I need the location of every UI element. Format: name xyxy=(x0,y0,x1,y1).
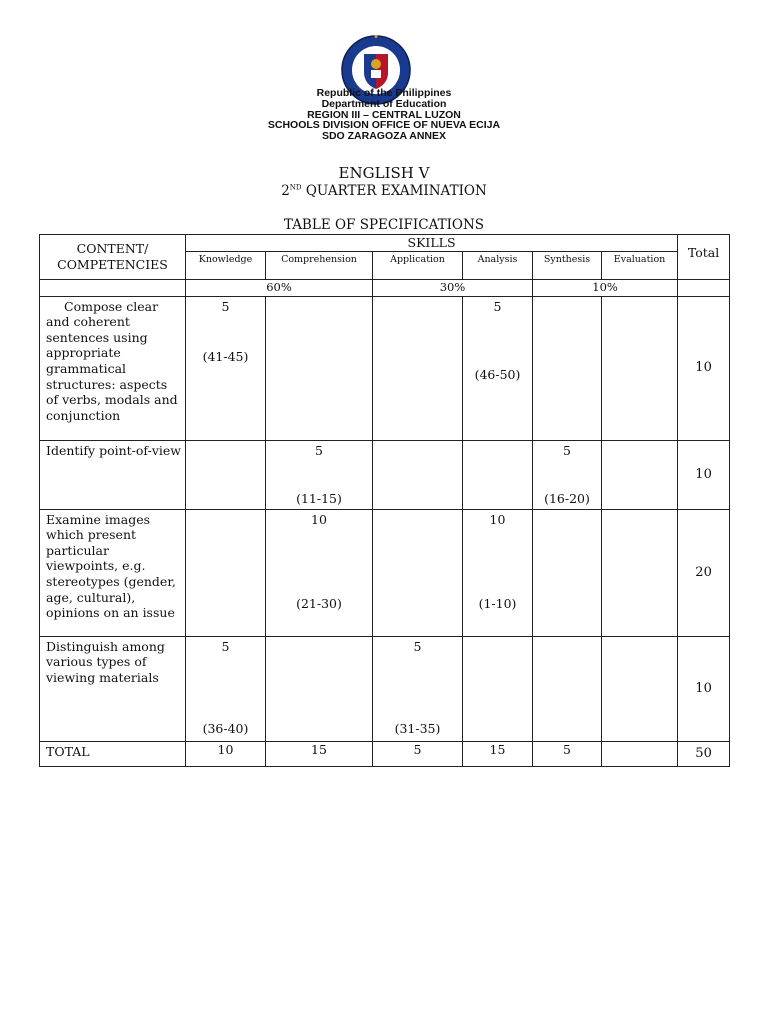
row-total: 10 xyxy=(678,296,730,440)
competency-cell xyxy=(40,296,186,440)
item-count: 5 xyxy=(493,298,502,314)
table-title: TABLE OF SPECIFICATIONS xyxy=(283,217,485,233)
exam-subject: ENGLISH V xyxy=(338,164,430,182)
skill-cell xyxy=(602,296,678,440)
row-total: 10 xyxy=(678,636,730,741)
item-count: 10 xyxy=(311,511,327,527)
header-republic: Republic of the Philippines xyxy=(316,87,452,99)
quarter-number: 2 xyxy=(281,183,290,199)
content-competencies-header: CONTENT/ COMPETENCIES xyxy=(40,235,186,280)
skill-cell xyxy=(602,440,678,509)
item-range: (21-30) xyxy=(296,595,342,611)
quarter-text: QUARTER EXAMINATION xyxy=(301,183,487,199)
header-division: SCHOOLS DIVISION OFFICE OF NUEVA ECIJA xyxy=(267,119,501,131)
skill-cell xyxy=(266,636,373,741)
total-knowledge: 10 xyxy=(186,741,266,766)
row-total: 20 xyxy=(678,509,730,636)
skills-header: SKILLS xyxy=(186,235,678,252)
skill-cell xyxy=(266,296,373,440)
weight-higher: 10% xyxy=(533,279,678,296)
total-application: 5 xyxy=(373,741,463,766)
competency-cell xyxy=(40,636,186,741)
item-count: 5 xyxy=(221,298,230,314)
skill-cell xyxy=(373,509,463,636)
weights-blank xyxy=(40,279,186,296)
competency-text: Examine images which present particular viewpoints, e.g. stereotypes (gender, age, cultural), opinions on an issue xyxy=(46,511,176,621)
table-row xyxy=(40,440,730,509)
header-department: Department of Education xyxy=(321,98,447,110)
item-count: 5 xyxy=(563,442,571,458)
weights-total-blank xyxy=(678,279,730,296)
skill-cell xyxy=(602,509,678,636)
skill-cell xyxy=(463,296,533,440)
skill-comprehension: Comprehension xyxy=(266,251,373,279)
skill-cell xyxy=(373,296,463,440)
row-total: 10 xyxy=(678,440,730,509)
total-comprehension: 15 xyxy=(266,741,373,766)
skill-evaluation: Evaluation xyxy=(602,251,678,279)
table-row xyxy=(40,636,730,741)
skill-cell xyxy=(186,440,266,509)
item-range: (31-35) xyxy=(394,720,441,736)
competency-cell xyxy=(40,440,186,509)
total-synthesis: 5 xyxy=(533,741,602,766)
skill-cell xyxy=(186,296,266,440)
item-count: 10 xyxy=(489,511,506,527)
specifications-table xyxy=(39,234,730,767)
totals-label: TOTAL xyxy=(40,741,186,766)
header-region: REGION III – CENTRAL LUZON xyxy=(307,109,461,121)
item-count: 5 xyxy=(315,442,323,458)
skill-cell xyxy=(463,509,533,636)
table-row xyxy=(40,509,730,636)
skill-synthesis: Synthesis xyxy=(533,251,602,279)
table-row xyxy=(40,296,730,440)
competency-text: Compose clear and coherent sentences using appropriate grammatical structures: aspects of verbs, modals and conjunction xyxy=(46,298,178,423)
competency-cell xyxy=(40,509,186,636)
skill-knowledge: Knowledge xyxy=(186,251,266,279)
skill-cell xyxy=(533,636,602,741)
skill-cell xyxy=(266,440,373,509)
competency-text: Distinguish among various types of viewing materials xyxy=(46,638,165,685)
total-analysis: 15 xyxy=(463,741,533,766)
item-range: (16-20) xyxy=(544,490,590,506)
totals-row xyxy=(40,741,730,766)
skill-cell xyxy=(266,509,373,636)
item-range: (1-10) xyxy=(478,595,517,611)
item-count: 5 xyxy=(221,638,230,654)
weight-lower: 60% xyxy=(186,279,373,296)
skill-cell xyxy=(373,440,463,509)
weight-middle: 30% xyxy=(373,279,533,296)
skill-cell xyxy=(533,440,602,509)
skill-cell xyxy=(533,296,602,440)
skill-cell xyxy=(602,636,678,741)
header-sdo: SDO ZARAGOZA ANNEX xyxy=(321,130,447,142)
item-range: (36-40) xyxy=(202,720,249,736)
grand-total: 50 xyxy=(678,741,730,766)
skill-cell xyxy=(463,440,533,509)
item-range: (11-15) xyxy=(296,490,342,506)
skill-analysis: Analysis xyxy=(463,251,533,279)
quarter-suffix: ND xyxy=(289,183,302,192)
exam-quarter xyxy=(0,183,768,199)
skill-cell xyxy=(373,636,463,741)
item-range: (46-50) xyxy=(474,366,521,382)
item-range: (41-45) xyxy=(202,348,249,364)
total-evaluation xyxy=(602,741,678,766)
skill-application: Application xyxy=(373,251,463,279)
skill-cell xyxy=(186,509,266,636)
skill-cell xyxy=(186,636,266,741)
skill-cell xyxy=(533,509,602,636)
item-count: 5 xyxy=(413,638,422,654)
total-header: Total xyxy=(678,235,730,280)
skill-cell xyxy=(463,636,533,741)
competency-text: Identify point-of-view xyxy=(46,442,181,458)
